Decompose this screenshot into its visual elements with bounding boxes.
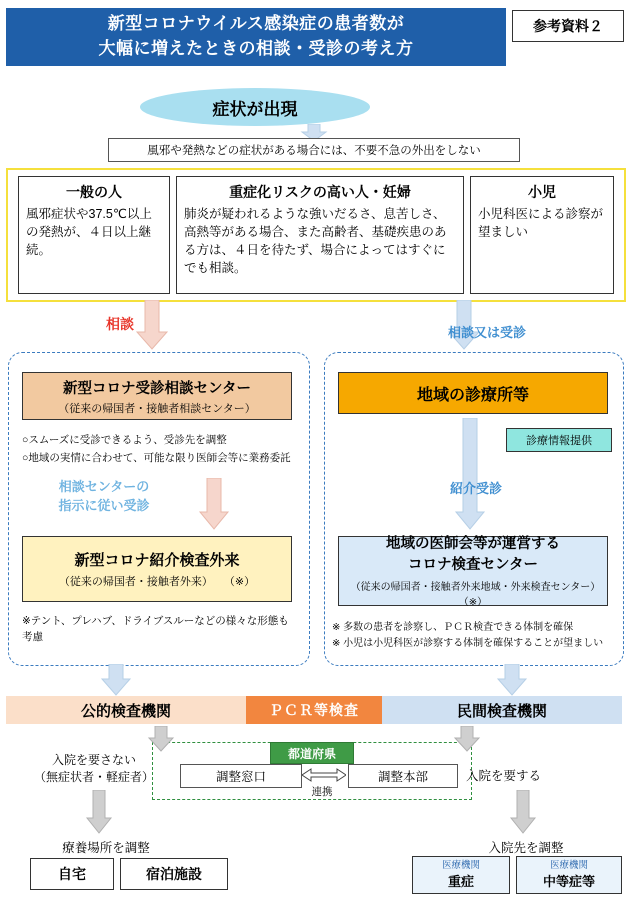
hospital-assignment-label: 入院先を調整 bbox=[488, 841, 564, 855]
category-general-body: 風邪症状や37.5℃以上の発熱が、４日以上継続。 bbox=[26, 207, 152, 258]
page-title bbox=[6, 8, 506, 66]
category-high-risk-body: 肺炎が疑われるような強いだるさ、息苦しさ、高熱等がある場合、また高齢者、基礎疾患のある方は、４日を待たず、場合によってはすぐにでも相談。 bbox=[184, 207, 447, 276]
testing-center-note-2: ※ 小児は小児科医が診察する体制を確保することが望ましい bbox=[332, 638, 604, 649]
category-children-title: 小児 bbox=[528, 184, 556, 200]
consultation-center-notes bbox=[22, 432, 300, 468]
arrow-left-panel-to-testing-bar bbox=[98, 664, 134, 696]
coordination-headquarters-box: 調整本部 bbox=[348, 764, 458, 788]
consult-center-instruction bbox=[24, 478, 184, 516]
private-testing-institution: 民間検査機関 bbox=[382, 696, 622, 724]
page-title-line2: 大幅に増えたときの相談・受診の考え方 bbox=[98, 39, 414, 58]
arrow-to-hospital bbox=[508, 790, 538, 834]
pcr-testing-label: ＰＣＲ等検査 bbox=[246, 696, 382, 724]
severe-case-sub: 医療機関 bbox=[441, 859, 480, 871]
symptom-onset-label: 症状が出現 bbox=[140, 88, 370, 126]
category-children-body: 小児科医による診察が望ましい bbox=[478, 207, 604, 240]
consult-center-instruction-line2: 指示に従い受診 bbox=[58, 497, 150, 513]
covid-consultation-center-title: 新型コロナ受診相談センター bbox=[63, 380, 251, 397]
community-covid-testing-center-line2: コロナ検査センター bbox=[408, 556, 538, 573]
moderate-case-hospital-box bbox=[516, 856, 622, 894]
home-recuperation-box: 自宅 bbox=[30, 858, 114, 890]
testing-center-note-1: ※ 多数の患者を診察し、ＰＣＲ検査できる体制を確保 bbox=[332, 622, 574, 633]
category-general-public bbox=[18, 176, 170, 294]
arrow-to-recuperation bbox=[84, 790, 114, 834]
recuperation-location-label: 療養場所を調整 bbox=[62, 841, 150, 855]
covid-referral-testing-outpatient-sub: （従来の帰国者・接触者外来） （※） bbox=[58, 576, 256, 588]
no-admission-line1: 入院を要さない bbox=[51, 753, 136, 767]
prefecture-tag: 都道府県 bbox=[270, 742, 354, 764]
covid-consultation-center-sub: （従来の帰国者・接触者相談センター） bbox=[58, 402, 256, 415]
coordination-window-box: 調整窓口 bbox=[180, 764, 302, 788]
category-general-title: 一般の人 bbox=[66, 184, 122, 200]
severe-case-main: 重症 bbox=[447, 874, 474, 890]
reference-badge: 参考資料２ bbox=[512, 10, 624, 42]
flow-label-consult: 相談 bbox=[106, 316, 134, 332]
arrow-clinic-to-testing-center bbox=[452, 418, 488, 530]
flow-label-consult-or-visit: 相談又は受診 bbox=[448, 325, 527, 340]
arrow-right-panel-to-testing-bar bbox=[494, 664, 530, 696]
local-clinic-title: 地域の診療所等 bbox=[416, 386, 529, 404]
category-high-risk-title: 重症化リスクの高い人・妊婦 bbox=[229, 184, 411, 200]
moderate-case-main: 中等症等 bbox=[542, 874, 595, 890]
page-title-line1: 新型コロナウイルス感染症の患者数が bbox=[107, 14, 405, 34]
covid-referral-testing-outpatient-box bbox=[22, 536, 292, 602]
community-covid-testing-center-sub: （従来の帰国者・接触者外来地域・外来検査センター） （※） bbox=[350, 581, 606, 608]
testing-center-notes bbox=[332, 620, 616, 652]
arrow-window-hq-link bbox=[302, 768, 346, 782]
admission-required-label: 入院を要する bbox=[466, 769, 542, 783]
lodging-facility-box: 宿泊施設 bbox=[120, 858, 228, 890]
moderate-case-sub: 医療機関 bbox=[549, 859, 588, 871]
no-admission-label bbox=[34, 752, 154, 787]
outpatient-format-note: ※テント、プレハブ、ドライブスルーなどの様々な形態も考慮 bbox=[22, 615, 289, 643]
category-children bbox=[470, 176, 614, 294]
flow-label-referral-visit: 紹介受診 bbox=[450, 481, 503, 496]
community-covid-testing-center-box bbox=[338, 536, 608, 606]
consult-center-instruction-line1: 相談センターの bbox=[58, 479, 150, 494]
community-covid-testing-center-line1: 地域の医師会等が運営する bbox=[386, 536, 560, 553]
arrow-public-to-prefecture bbox=[146, 726, 176, 752]
medical-info-provision-badge: 診療情報提供 bbox=[506, 428, 612, 452]
patient-category-group bbox=[6, 168, 626, 302]
arrow-private-to-prefecture bbox=[452, 726, 482, 752]
covid-consultation-center-box bbox=[22, 372, 292, 420]
consultation-center-note-1: ○スムーズに受診できるよう、受診先を調整 bbox=[22, 434, 227, 446]
public-testing-institution: 公的検査機関 bbox=[6, 696, 246, 724]
severe-case-hospital-box bbox=[412, 856, 510, 894]
local-clinic-box bbox=[338, 372, 608, 414]
category-high-risk bbox=[176, 176, 464, 294]
no-admission-line2: （無症状者・軽症者） bbox=[34, 770, 155, 785]
consultation-center-note-2: ○地域の実情に合わせて、可能な限り医師会等に業務委託 bbox=[22, 451, 291, 464]
covid-referral-testing-outpatient-title: 新型コロナ紹介検査外来 bbox=[74, 552, 240, 569]
outing-restriction-note: 風邪や発熱などの症状がある場合には、不要不急の外出をしない bbox=[108, 138, 520, 162]
arrow-consult-to-outpatient bbox=[196, 478, 232, 530]
arrow-to-consult-center bbox=[132, 300, 172, 350]
coordination-link-label: 連携 bbox=[311, 786, 333, 798]
